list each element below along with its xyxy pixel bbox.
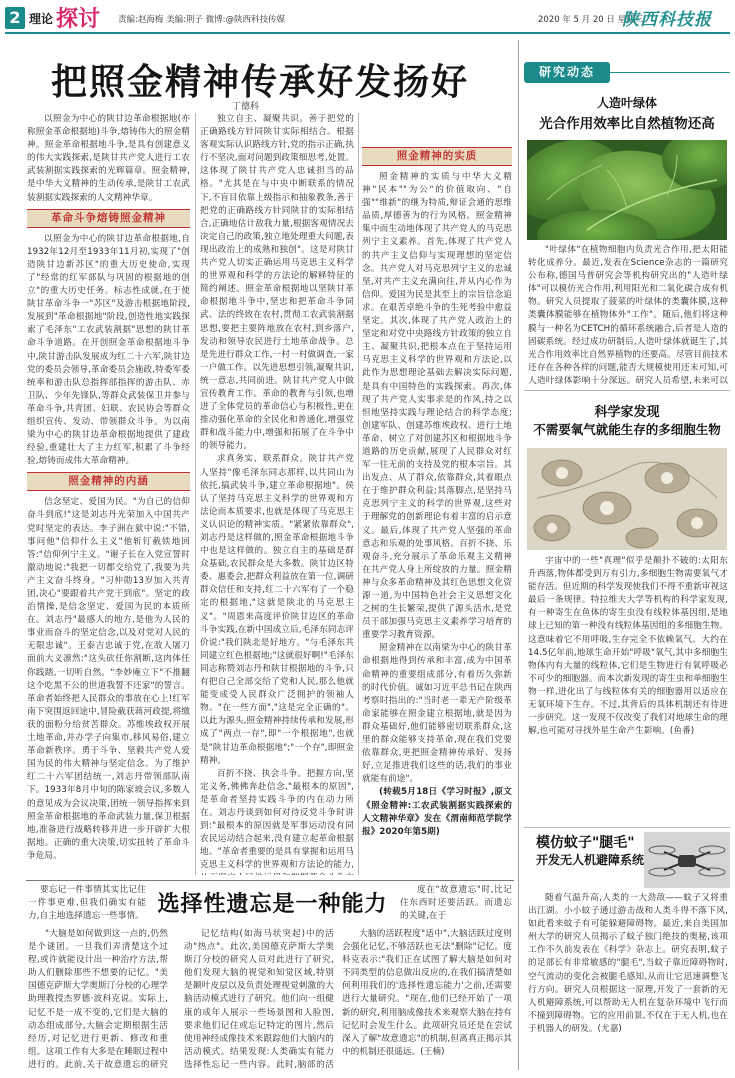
microscope-image [527,448,727,550]
spinach-leaf-photo [527,140,727,240]
col2-paragraph-a: 独立自主、凝聚共识。善于把党的正确路线方针同陕甘实际相结合。根据客观实际认识路线方针,党的指示正确,执行不坚决,面对问题到政策细思考,处置。这体现了陕甘共产党人忠诚担当的品格。"尤其是在与中央中断联系的情况下,不盲目依靠上级指示和抽象教条,善于把党的正确路线方针同陕甘的实际相结合,正确地估计敌我力量,根据客观情况去决定自己的政策,独立地处理重大问题,表现出政治上的成熟和独创"。这是对陕甘共产党人切实正确运用马克思主义科学的世界观和科学的方法论的解释特征的简约阐述。照金革命根据地以坚陕甘革命根据地斗争中,坚忠和把革命斗争同武、法的终致在农村,贯彻工农武装割据思想,要把主要阵地放在农村,到乡落户,发动和领导农民进行土地革命战争。总是先进行群众工作,一村一村做调查,一家一户做工作。以先进思想引领,凝聚共识,统一意志,共同前进。陕甘共产党人中做宣传教育工作。革命的教育与引领,也增进了全体党员的革命信心与积极性,更在推动强化革命的全民化和普通化,增强党群和战斗能力中,增强和拓展了在斗争中的领导能力。 [200,114,354,452]
bottom-article-title: 选择性遗忘是一种能力 [157,892,388,917]
col3-paragraph-b: 照金精神在以南梁为中心的陕甘革命根据地得到传承和丰富,成为中国革命精神的重要组成部分,有着历久弥新的时代价值。诚如习近平总书记在陕西考察时指出的:"当时老一辈无产阶级革命家能够在照金建立根据地,就是因为群众基础好,他们能够密切联系群众,这里的群众能够支持革命,现在我们党要依靠群众,更把照金精神传承好、发扬好,立足推进我们这些的话,我们的事业就能有前途"。 [362,643,512,785]
column-divider [358,113,359,875]
sidebar-divider [518,40,519,1070]
bottom-section-rule [26,880,514,881]
section-heading-2: 照金精神的内涵 [27,472,190,491]
art2-body [528,555,728,823]
sidebar-rule [524,827,730,828]
sidebar-header [524,62,610,83]
page-number-badge [5,7,25,29]
main-article-author: 丁德科 [232,102,260,112]
bottom-column-b [184,928,334,1072]
masthead-logo: 陕西科技报 [622,10,712,30]
col2-paragraph-b: 求真务实、联系群众。陕甘共产党人坚持"像毛泽东同志那样,以共同山为依托,搞武装斗争,建立革命根据地"。侯认了坚持马克思主义科学的世界观和方法论而本质要求,也就是体现了马克思主义认识论的精神实质。"紧紧依靠群众",刘志丹是这样做的,照金革命根据地斗争中也是这样做的。独立自主的基础是群众基础,农民群众是大多数。陕甘边区特委、惠委会,把群众利益放在第一位,调研群众信任和支持,红二十六军有了一个稳定的根据地,"这就是陕北的马克思主义"。"周恩来高度评价陕甘边区的革命斗争实践,在新中国成立后,毛泽东同志评价说:"我们陕北是好地方。"与毛泽东共同建立红色根据地;"这就很好啊!"毛泽东同志称赞刘志丹和陕甘根据地的斗争,只有把自己全部交给了党和人民,那么他就能变成受人民群众广泛拥护的领袖人物。"在一些方面","这是完全正确的"。以此为源头,照金精神持续传承和发展,形成了"两点一存",即"一个根据地",也就是"陕甘边革命根据地";"一个存",即照金精神。 [200,454,354,766]
page-number: 2 [9,8,21,27]
section-heading-1: 革命斗争熔铸照金精神 [27,209,190,228]
bottom-pullquote [28,884,146,924]
sidebar-header-label: 研究动态 [538,65,595,79]
main-column-3 [362,113,512,875]
art1-kicker: 人造叶绿体 [596,96,657,110]
art1-title: 光合作用效率比自然植物还高 [539,116,715,132]
main-article-title: 把照金精神传承好发扬好 [50,62,469,103]
section-heading-3: 照金精神的实质 [362,147,512,166]
col3-paragraph: 照金精神的实质与中华大义精神"民本""为公"的价值取向、"自强""维新"的继为特质,辩证会通的思维品质,厚德善为的行为风格。照金精神集中而生动地体现了共产党人的马克思列宁主义素养。首先,体现了共产党人的共产主义信仰与实现理想的坚定信念。共产党人对马克思列宁主义的忠诚坚,对共产主义充满向往,并从内心作为信仰。爱国为民是其至上的宗旨信念追求。在艰苦卓绝斗争的生死考验中愈益坚定。其次,体现了共产党人政治上的坚定和对党中央路线方针政策的独立自主、凝聚共识,把根本点在于坚持运用马克思主义科学的世界观和方法论,以此作为思想理论基础去解决实际问题,是具有中国特色的实践探索。再次,体现了共产党人实事求是的作风,持之以恒地坚持实践与理论结合的科学态度;创建军队、创建苏维埃政权、进行土地革命、树立了对创建苏区和根据地斗争道路的历史贡献,展现了人民群众对红军一往无前的支持及党的根本宗旨。其出发点、从了群众,依靠群众,其着眼点在于维护群众利益;其落脚点,是坚持马克思列宁主义的科学的世界观,这些对于理解党的创新理论有着丰富的启示意义。最后,体现了共产党人坚强的革命意志和乐观的处事风格。百折不挠、乐观奋斗,充分展示了革命乐观主义精神在共产党人身上所绽放的力量。照金精神与众多革命精神及其红色思想文化资源一道,为中国特色社会主义思想文化之树的生长繁荣,提供了源头活水,是党员干部加强马克思主义素养学习培育的重要学习教育资源。 [362,172,512,641]
bottom-column-c [342,928,512,1072]
drone-image [644,832,730,888]
art3-subtitle: 开发无人机避障系统 [536,853,645,867]
bottom-col-d-top [400,884,512,924]
bottom-column-a [28,928,168,1072]
section-label-2: 探讨 [56,6,101,32]
parasite-photo [527,448,727,550]
art1-body [528,244,728,386]
column-divider [195,113,196,875]
art3-body [528,892,728,1072]
drone-photo [644,832,730,888]
leaf-image [527,140,727,240]
bottom-col-c-text: 大脑的活跃程度"适中",大脑活跃过度则会强化记忆,不够活跃也无法"删除"记忆。度科克表示:"我们正在试图了解大脑是如何对不同类型的信息做出反应的,在我们搞清楚如何利用我们的'选择性遗忘能力'之前,还需要进行大量研究。"现在,他们已经开始了一项新的研究,利用脑成像技术来观察大脑在持有记忆时会发生什么。此项研究员还是在尝试深入了解"故意遗忘"的机制,但离真正揭示其中的机制还很遥远。(王楠) [342,929,512,1057]
bottom-col-a-text: "大脑是如何做到这一点的,仍然是个谜团。一旦我们弄清楚这个过程,或许就能设计出一种治疗方法,帮助人们删除那些不想要的记忆。"美国德克萨斯大学奥斯汀分校的心理学助理教授杰罗德·波科克说。实际上,记忆不是一成不变的,它们是大脑的动态组成部分,大脑会定期根据生活经历,对记忆进行更新、修改和重组。这项工作有大多是在睡眠过程中进行的。此前,关于故意遗忘的研究 [28,929,168,1070]
col2-paragraph-c: 百折不挠、执会斗争。把握方向,坚定义务,佛佛奔赴信念,"最根本的原因",是革命者坚持实践斗争的内在动力所在。刘志丹谈到如何对待反党斗争时讲到:"最根本的原因就是军事运动没有同农民运动结合起来,没有建立起革命根据地。"革命者重要的是具有掌握和运用马克思主义科学的世界观和方法论的能力, [200,768,354,871]
sidebar-header-rule [610,72,730,73]
section-label-1: 理论 [29,12,54,26]
intro-paragraph: 以照金为中心的陕甘边革命根据地(亦称照金革命根据地)斗争,熔铸伟大的照金精神。照金革命根据地斗争,是具有创建意义的伟大实践探索,是陕甘共产党人进行工农武装割据实践探索的光辉篇章。照金精神,是中华大义精神的生动传承,是陕甘工农武装割据实践探索的人文精神华章。 [27,114,190,203]
main-column-1 [27,113,190,875]
art3-title: 模仿蚊子"腿毛" [536,835,635,851]
citation: (转载5月18日《学习时报》,原文《照金精神:工农武装割据实践探索的人文精神华章》发在《渭南师范学院学报》2020年第5期) [362,787,512,837]
page-header [0,0,735,34]
bottom-col-b-text: 记忆结构(如海马状突起)中的活动"热点"。此次,美国德克萨斯大学奥斯汀分校的研究人员对此进行了研究,他们发现大脑的视觉和知觉区域,特别是颞叶皮层以及负责处理视觉刺激的大脑活动模式进行了研究。他们向一组健康的成年人展示一些场景图和人脸图,要求他们记住或忘记特定的图片,然后使用神经成像技术来跟踪他们大脑内的活动模式。结果发现:人类确实有能力选择性忘记一些内容。此时,脑部的活 [184,929,334,1070]
main-column-2 [200,113,354,875]
art2-title: 不需要氧气就能生存的多细胞生物 [533,422,721,437]
section1-paragraph: 以照金为中心的陕甘边革命根据地,自1932年12月至1933年11月初,实现了"创造陕甘边新苏区"的重大历史使命,实现了"经常的红军部队与巩固的根据地的创立"的重大历史任务。标志性成就,在于使陕甘革命斗争一"苏区"及游击根据地阶段,发展到"革命根据地"阶段,创造性地实践探索了毛泽东"工农武装割据"思想的陕甘革命斗争道路。在开创照金革命根据地斗争中,陕甘游击队发展成为红二十六军,陕甘边党的委员会领导,革命委员会施政,特委军委统率和游击队总指挥部指挥的游击队、赤卫队、少年先锋队,等群众武装保卫并参与革命斗争,共青团、妇联、农民协会等群众组织宣传、发动、带领群众斗争。为以南梁为中心的陕甘边革命根据地提供了建政经验,重建壮大了主力红军,积累了斗争经验,熔铸而成伟大革命精神。 [27,233,190,467]
editors-line: 责编:赵海梅 美编:荆子 微博:@陕西科技传媒 [118,15,285,25]
art3-paragraph: 随着气温升高,人类的一大劲敌——蚊子又将重出江湖。小小蚊子通过游击战和人类斗得不落下风,如此看来蚊子有可能躲避障碍物。最近,来自美国加州大学的研究人员揭示了蚊子独门绝技的奥秘,该项工作不久前发表在《科学》杂志上。研究表明,蚊子的足部长有非常敏感的"腿毛",当蚊子靠近障碍物时,空气流动的变化会被腿毛感知,从而让它迅速调整飞行方向。研究人员根据这一原理,开发了一套新的无人机避障系统,可以帮助无人机在复杂环境中飞行而不撞到障碍物。它的应用前景,不仅在于无人机,也在于机器人的研发。(尤嘉) [528,893,728,1034]
sidebar-rule [524,390,730,391]
header-rule [5,32,730,34]
pullquote-text: 要忘记一件事情其实比记住一件事更难,但我们确实有能力,自主地选择遗忘一些事情。 [28,885,146,922]
issue-date: 2020 年 5 月 20 日 星期三 [538,15,644,25]
art1-paragraph: "叶绿体"在植物细胞内负责光合作用,把太阳能转化成养分。最近,发表在Science杂志的一篇研究公布称,德国马普研究会等机构研究出的"人造叶绿体"可以模仿光合作用,利用阳光和二氧化碳合成有机物。研究人员提取了菠菜的叶绿体的类囊体膜,这种类囊体膜能够在植物体外"工作"。随后,他们将这种膜与一种名为CETCH的循环系统融合,后者是人造的固碳系统。经过成功研制后,人造叶绿体就诞生了,其光合作用效率比自然界植物的还要高。尽管目前技术还存在各种各样的问题,能否大规模使用还未可知,可人造叶绿体影响十分深远。研究人员希望,未来可以 [528,245,728,386]
art2-kicker: 科学家发现 [594,405,660,420]
bottom-col-d-top-text: 度在"故意遗忘"时,比记住东西时还要活跃。而遗忘的关键,在于 [400,885,512,922]
art2-paragraph: 宇宙中的一些"真理"似乎是颠扑不破的:太阳东升西落,物体都受到万有引力,多细胞生物需要氧气才能存活。但近期的科学发现使我们不得不重新审视这最后一条规律。特拉维夫大学等机构的科学家发现,有一种寄生在鱼体的寄生虫没有线粒体基因组,是地球上已知的第一种没有线粒体基因组的多细胞生物。这意味着它不用呼吸,生存完全不依赖氧气。大约在14.5亿年前,地球生命开始"呼吸"氧气,其中多细胞生物体内有大量的线粒体,它们是生物进行有氧呼吸必不可少的细胞器。而本次新发现的寄生虫和单细胞生物一样,进化出了与线粒体有关的细胞器用以适应在无氧环境下生存。不过,其背后的具体机制还有待进一步研究。这一发现不仅改变了我们对地球生命的理解,也可能对寻找外星生命产生影响。(鱼番) [528,556,728,737]
section2-paragraph: 信念坚定、爱国为民。"为自己的信仰奋斗到底!"这是刘志丹光荣加入中国共产党时坚定的表达。李子洲在狱中说:"不错,事问他"信仰什么主义"他斩钉截铁地回答:"信仰列宁主义。"谢子长在入党宣誓时激动地说:"我把一切都交给党了,我要为共产主义奋斗终身。"习仲勋13岁加入共青团,决心"要跟着共产党干到底"。坚定的政治情操,是信念坚定、爱国为民的本质所在。刘志丹"最感人的地方,是他为人民的事业而奋斗的坚定信念,以及对党对人民的无限忠诚"。王泰吉忠诚于党,在敌人屠刀面前大义凛然:"这头砍任你割断,这肉体任你践踏,一切听自然。"李妙庵立下"不推翻这个吃黑不公的世道我誓不还家"的誓言。革命者始终把人民群众的事放在心上!红军南下突围返回途中,冒险截获蒋河政提,将缴获的面粉分给贫苦群众。苏维埃政权开展土地革命,并办学子向集市,移风易俗,建立革命新秩序。勇于斗争、坚毅共产党人爱国为民的伟大精神与坚定信念。为了维护红二十六军团结统一,刘志丹带领部队南下。1933年8月中旬的陈家坡会议,多数人的意见成为会议决策,团统一领导指挥来到照金革命根据地的革命武装力量,保卫根据地,准备进行战略转移并进一步开辟扩大根据地。正确的重大决策,切实扭转了革命斗争危局。 [27,497,190,861]
